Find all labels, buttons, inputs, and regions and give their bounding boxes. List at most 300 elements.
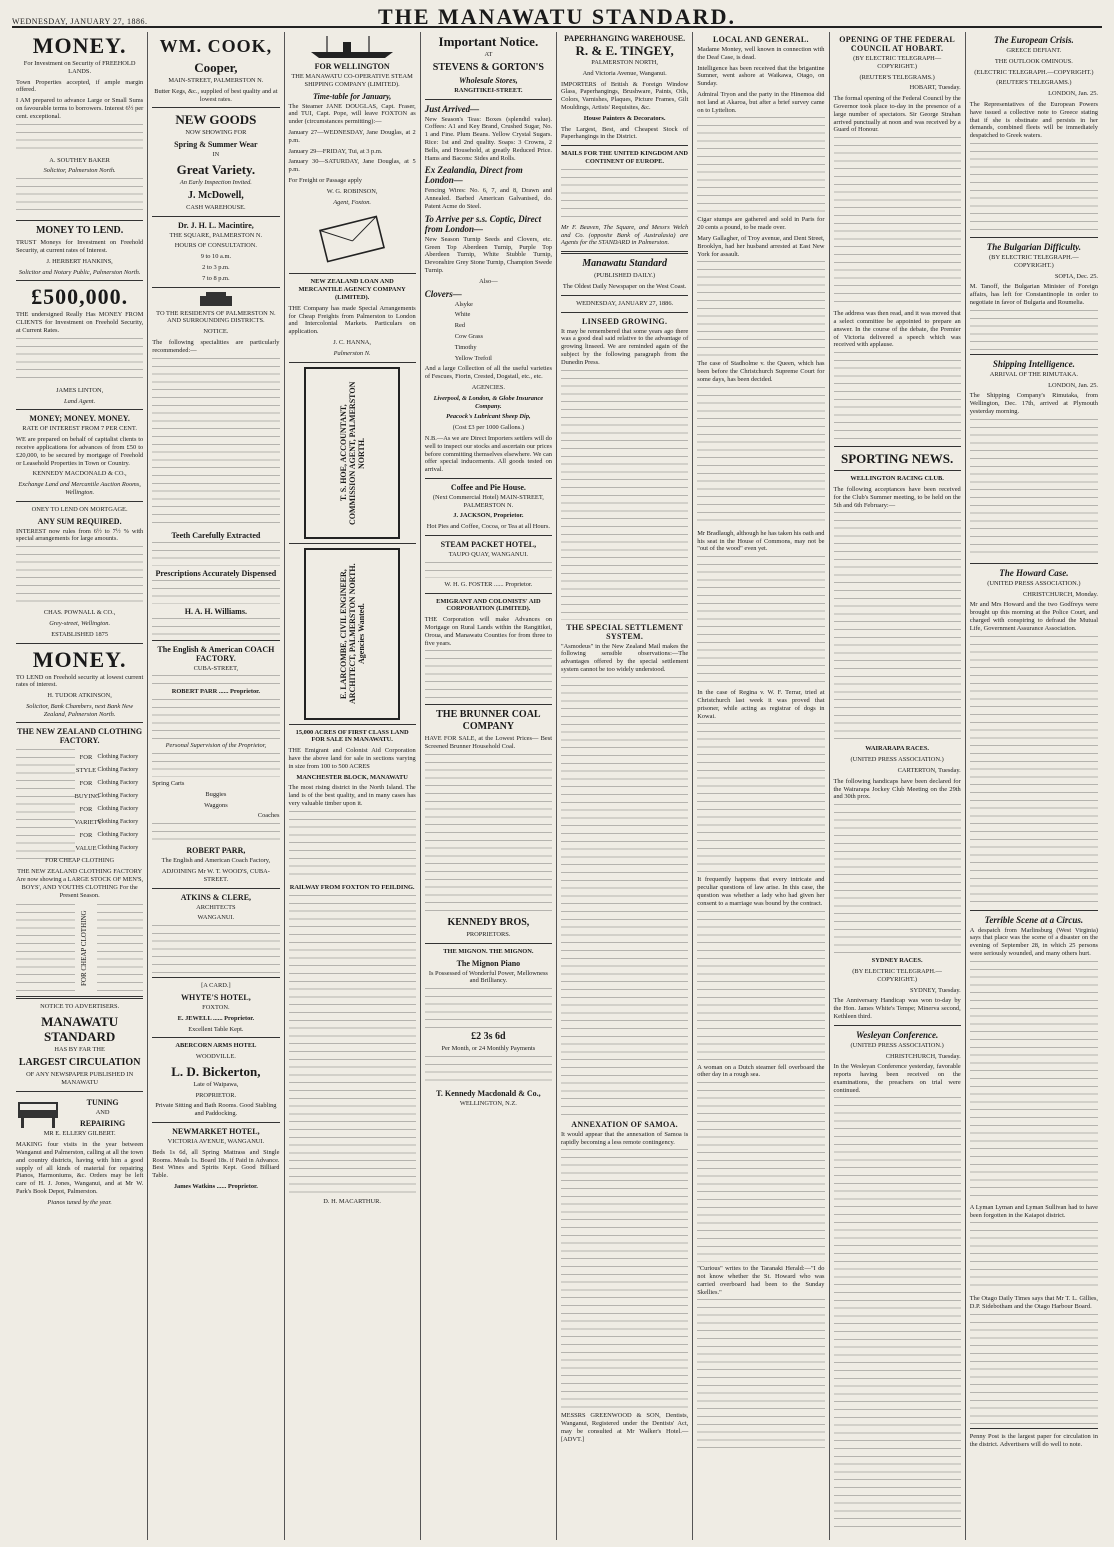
tingey-heading: R. & E. TINGEY, (575, 43, 674, 58)
goods-sub: NOW SHOWING FOR (185, 129, 247, 137)
coach-sub (152, 675, 279, 685)
pownall-role: Grey-street, Wellington. (49, 619, 111, 627)
gilbert-body: MAKING four visits in the year between Wanganui and Palmerston, calling at all the town and country districts, having with him a good supply of all kinds of material for repairing Pianos, Harmoniums, &c. Orders may be left care of H. J. Jones, Wanganui, and at Mr W. Park's Book Depot, Palmerston. (16, 1141, 144, 1196)
divider (970, 237, 1098, 238)
wrc-heading: WELLINGTON RACING CLUB. (850, 475, 944, 483)
interest-body: INTEREST now rules from 6½ to 7½ % with special arrangements for large amounts. (16, 527, 144, 543)
divider (289, 543, 416, 544)
baker-body: I AM prepared to advance Large or Small Sums on favourable terms to borrowers. Interest 6½ per cent. exceptional. (16, 97, 144, 120)
coach-body (152, 699, 279, 739)
divider (425, 478, 552, 479)
annexation-text (561, 1149, 688, 1409)
hours-2: 2 to 3 p.m. (202, 263, 230, 271)
clothing-right-block-2 (97, 904, 143, 994)
jackson-name: J. JACKSON, (453, 512, 492, 520)
annexation-heading: ANNEXATION OF SAMOA. (571, 1119, 678, 1129)
block-heading: MANCHESTER BLOCK, MANAWATU (296, 773, 408, 781)
federal-body: The formal opening of the Federal Council by the Governor took place to-day in the presence of a large number of spectators. Sir George Strahan arrived punctually at noon and was received by a Guard of Honour. (833, 95, 961, 134)
std-oldest: The Oldest Daily Newspaper on the West Coast. (562, 282, 687, 290)
crisis-agency: (REUTER'S TELEGRAMS.) (996, 79, 1072, 87)
emigrant-body: THE Corporation will make Advances on Mortgage on Rural Lands within the Rangitikei, Oroua, and Manawatu Counties for from three to five years. (424, 616, 552, 647)
linseed-body: It may be remembered that some years ago there was a good deal said relative to the advantage of growing linseed. We are reminded again of the subject by the following paragraph from the Dunedin Press. (561, 327, 689, 366)
linton-role: Land Agent. (64, 397, 96, 405)
tingey-address: PALMERSTON NORTH, (591, 59, 658, 66)
goods-in: IN (212, 151, 220, 159)
parr2-name: ROBERT PARR, (186, 846, 246, 856)
column-8 (966, 32, 1102, 1540)
mails-heading: MAILS FOR THE UNITED KINGDOM AND CONTINENT OF EUROPE. (561, 150, 689, 165)
jackson-body: Hot Pies and Coffee, Cocoa, or Tea at all Hours. (426, 523, 550, 531)
circus-body: A despatch from Marlinsburg (West Virginia) says that place was the scene of a disaster on the evening of September 28, in which 25 persons were seriously wounded, and many others hurt. (969, 926, 1098, 957)
divider (425, 535, 552, 536)
clover-1: Alsyke (454, 300, 473, 308)
special-text (561, 677, 688, 1117)
divider (970, 910, 1098, 911)
local-body-1: Madame Montey, well known in connection with the Deaf Case, is dead. (697, 46, 825, 61)
parr2-sub: The English and American Coach Factory, (161, 857, 271, 865)
divider (152, 1037, 279, 1038)
hanna-name: J. C. HANNA, (333, 338, 372, 346)
std-sub: (PUBLISHED DAILY.) (594, 272, 656, 280)
peacock-heading: Peacock's Lubricant Sheep Dip, (446, 413, 531, 421)
divider (152, 888, 279, 889)
mails-note: Mr F. Beaven, The Square, and Messrs Welch and Co. (opposite Bank of Australasia) are Agents for the STANDARD in Palmerston. (561, 223, 689, 247)
wesleyan-text (834, 1097, 961, 1527)
wairarapa-text (834, 804, 961, 954)
watkins-line: James Watkins ...... Proprietor. (173, 1183, 258, 1191)
sailing-2: January 29—FRIDAY, Tui, at 3 p.m. (288, 147, 383, 155)
clothing-left-block (16, 749, 75, 859)
howard-body: Mr and Mrs Howard and the two Godfreys were brought up this morning at the Police Court, and charged with conspiring to defraud the Mutual Life, Government Assurance Association. (969, 601, 1098, 632)
wrc-text (834, 512, 961, 742)
mignon-text (425, 988, 552, 1028)
wellington-heading: FOR WELLINGTON (314, 62, 390, 71)
sydney-sub: (BY ELECTRIC TELEGRAPH.—COPYRIGHT.) (852, 967, 942, 983)
coop-heading: THE MANAWATU CO-OPERATIVE STEAM SHIPPING COMPANY (LIMITED). (291, 73, 413, 88)
lend-body: TO LEND on Freehold security at lowest current rates of interest. (16, 673, 144, 689)
larcombe-stamp (304, 548, 400, 720)
cook-address: MAIN-STREET, PALMERSTON N. (168, 77, 264, 84)
emigrant-text (425, 650, 552, 700)
clothing-words: FOR STYLE FOR BUYING FOR VARIETY FOR VALUE (74, 754, 103, 853)
clothing-list (16, 747, 143, 857)
otago-text (970, 1314, 1098, 1424)
local-heading: LOCAL AND GENERAL. (712, 35, 809, 44)
federal-heading: OPENING OF THE FEDERAL COUNCIL AT HOBART. (839, 35, 955, 53)
mails-table (561, 169, 688, 221)
std-heading: Manawatu Standard (582, 258, 667, 270)
bulgarian-body: M. Tanoff, the Bulgarian Minister of Foreign affairs, has left for Constantinople in order to negotiate in favor of Bulgaria and Roumelia. (969, 283, 1098, 306)
divider (16, 643, 143, 644)
divider (152, 107, 279, 108)
divider (289, 273, 416, 274)
column-7 (830, 32, 966, 1540)
std-date: WEDNESDAY, JANUARY 27, 1886. (576, 299, 674, 307)
block-text (289, 811, 416, 881)
envelope-stamp-icon (317, 209, 387, 269)
goods-season: Spring & Summer Wear (174, 140, 258, 150)
rate-line: RATE OF INTEREST FROM 7 PER CENT. (22, 425, 137, 433)
robinson-name: W. G. ROBINSON, (326, 187, 378, 195)
divider (16, 280, 143, 281)
railway-text (289, 895, 416, 1195)
piano-icon (16, 1096, 62, 1130)
tuning-heading: TUNING (86, 1097, 119, 1107)
trust-body: TRUST Moneys for Investment on Freehold Security, at current rates of Interest. (16, 239, 144, 254)
standard-sub: HAS BY FAR THE (54, 1046, 105, 1054)
crisis-sub-1: GREECE DEFIANT. (1006, 47, 1062, 54)
foster-role: Proprietor. (505, 580, 533, 588)
brunner-heading: THE BRUNNER COAL COMPANY (436, 709, 541, 733)
wrc-body: The following acceptances have been received for the Club's Summer meeting, to be held on the 5th and 6th February:— (833, 485, 961, 509)
column-1 (12, 32, 148, 1540)
manager-name: D. H. MACARTHUR. (323, 1197, 381, 1205)
greenwood-notice: MESSRS GREENWOOD & SON, Dentists, Wanganui, Registered under the Dentists' Act, may be consulted at Mr Walker's Hotel.—[ADVT.] (561, 1412, 689, 1443)
ready-body: THE undersigned Really Has MONEY FROM CLIENTS for Investment on Freehold Security, at Current Rates. (16, 311, 144, 334)
and-connector: AND (95, 1108, 110, 1116)
curious-body: "Curious" writes to the Taranaki Herald:—"I do not know whether the St. Howard who was carried overboard had been to the Sunday Skellies." (697, 1265, 825, 1296)
bradlaugh-body: Mr Bradlaugh, although he has taken his oath and his seat in the House of Commons, may not be "out of the wood" even yet. (697, 529, 825, 553)
mignon-price: £2 3s 6d (471, 1031, 506, 1043)
zealandia-heading: Ex Zealandia, Direct from London— (424, 165, 523, 186)
steel-body: In the case of Regina v. W. F. Terrar, tried at Christchurch last week it was proved that prisoner, while acting as registrar of dogs in Kowai. (697, 689, 825, 720)
divider (561, 251, 688, 254)
column-4 (421, 32, 557, 1540)
tuning-block (16, 1096, 143, 1131)
divider (834, 470, 961, 471)
goods-variety: Great Variety. (176, 161, 256, 177)
block-body: The most rising district in the North Island. The land is of the best quality, and in many cases has very valuable timber upon it. (288, 784, 416, 807)
clothing-vertical-text: FOR CHEAP CLOTHING (79, 910, 88, 987)
crisis-dateline: LONDON, Jan. 25. (1048, 90, 1098, 98)
shipping-body: The Shipping Company's Rimutaka, from Wellington, Dec. 17th, arrived at Plymouth yesterday morning. (969, 392, 1098, 415)
federal-text (834, 137, 961, 307)
divider (152, 216, 279, 217)
tingey-body: IMPORTERS of British & Foreign Window Glass, Paperhangings, Brushware, Paints, Oils, Colors, Varnishes, Plaques, Picture Frames, Gilt Mouldings, Artists' Requisites, &c. (561, 80, 689, 111)
sydney-dateline: SYDNEY, Tuesday. (909, 986, 961, 994)
vehicle-3: Waggons (204, 801, 228, 809)
money-subheading: For Investment on Security of FREEHOLD LANDS. (23, 60, 136, 75)
coffee-heading: Coffee and Pie House. (450, 482, 526, 492)
packet-heading: STEAM PACKET HOTEL, (440, 540, 537, 550)
shipping-dateline: LONDON, Jan. 25. (1048, 381, 1098, 389)
williams-name: H. A. H. Williams. (184, 606, 247, 616)
williams-to: TO THE RESIDENTS OF PALMERSTON N. AND SURROUNDING DISTRICTS. (156, 309, 276, 325)
newspaper-title: THE MANAWATU STANDARD. (378, 4, 736, 29)
column-2 (148, 32, 284, 1540)
stores-heading: Wholesale Stores, (459, 75, 518, 85)
robinson-role: Agent, Foxton. (333, 198, 372, 206)
foster-line: W. H. G. FOSTER ...... Proprietor. (444, 580, 533, 588)
seeds-body: New Season Turnip Seeds and Clovers, etc. Green Top Aberdeen Turnip, Purple Top Aberdeen Turnip, White Stubble Turnip, Devonshire Grey Stone Turnip, Champion Swede Turnip. (424, 235, 552, 274)
wesleyan-sub: (UNITED PRESS ASSOCIATION.) (850, 1041, 944, 1049)
agencies-body: Liverpool, & London, & Globe Insurance Company. (433, 394, 544, 410)
bickerton-name: L. D. Bickerton, (171, 1063, 261, 1079)
sailing-1: January 27—WEDNESDAY, Jane Douglas, at 2 p.m. (288, 128, 416, 144)
cigar-body: Cigar stumps are gathered and sold in Paris for 20 cents a pound, to be made over. (697, 216, 825, 232)
linton-name: JAMES LINTON, (56, 386, 104, 394)
williams-ps (152, 618, 279, 636)
divider (16, 1091, 143, 1092)
macintire-name: Dr. J. H. L. Macintire, (177, 220, 254, 230)
special-body: "Asmodeus" in the New Zealand Mail makes the following sensible observations:—The advantages offered by the special settlement system cannot be too widely understood. (561, 642, 689, 673)
shipping-heading: Shipping Intelligence. (992, 358, 1075, 369)
mortar-icon (186, 292, 246, 308)
whyte-address: FOXTON. (202, 1003, 230, 1011)
parr-name: ROBERT PARR (171, 688, 218, 696)
federal-sub: (BY ELECTRIC TELEGRAPH—COPYRIGHT.) (853, 55, 942, 70)
divider (152, 287, 279, 288)
baker-note (16, 178, 143, 216)
macdonald-name: T. Kennedy Macdonald & Co., (436, 1089, 541, 1099)
emigrant-heading: EMIGRANT AND COLONISTS' AID CORPORATION (LIMITED). (436, 597, 541, 613)
baker-name: A. SOUTHEY BAKER (49, 156, 110, 164)
divider (16, 220, 143, 221)
lend-heading: MONEY TO LEND. (35, 225, 124, 237)
divider (152, 640, 279, 641)
coach-body-2 (152, 753, 279, 777)
divider (561, 295, 688, 296)
federal-body-2: The address was then read, and it was moved that a select committee be appointed to prepare an answer. In the course of the debate, the Premier of Victoria delivered a speech which was received with applause. (833, 310, 961, 349)
special-heading: THE SPECIAL SETTLEMENT SYSTEM. (566, 622, 684, 641)
steamer-body: The Steamer JANE DOUGLAS, Capt. Fraser, and TUI, Capt. Pope, will leave FOXTON as under (circumstances permitting):— (288, 102, 416, 126)
divider (16, 996, 143, 999)
atkins-heading: ATKINS & CLERE, (180, 892, 252, 902)
wesleyan-body: In the Wesleyan Conference yesterday, favorable reports having been received on the examinations, the preachers on trial were continued. (833, 1063, 961, 1094)
divider (834, 446, 961, 447)
masthead (12, 4, 1102, 28)
column-6 (693, 32, 829, 1540)
acres-heading: 15,000 ACRES OF FIRST CLASS LAND FOR SALE IN MANAWATU. (295, 728, 409, 744)
larcombe-stamp-text: E. LARCOMBE, CIVIL ENGINEER, ARCHITECT, PALMERSTON NORTH. Agencies Wanted. (338, 563, 366, 704)
loan-heading: NEW ZEALAND LOAN AND MERCANTILE AGENCY COMPANY (LIMITED). (298, 278, 406, 301)
divider (425, 593, 552, 594)
important-heading: Important Notice. (438, 34, 539, 49)
atkins-address: WANGANUI. (197, 914, 235, 922)
wesleyan-dateline: CHRISTCHURCH, Tuesday. (885, 1052, 961, 1060)
bottom-body: Penny Post is the largest paper for circulation in the district. Advertisers will do well to note. (969, 1432, 1098, 1448)
newmarket-heading: NEWMARKET HOTEL, (172, 1127, 260, 1137)
divider (970, 1428, 1098, 1429)
columns (12, 32, 1102, 1540)
williams-list (152, 358, 279, 528)
macdonald-address: WELLINGTON, N.Z. (459, 1100, 517, 1108)
clover-4: Cow Grass (454, 332, 483, 340)
circulation-sub: OF ANY NEWSPAPER PUBLISHED IN MANAWATU (26, 1071, 134, 1086)
baker-role: Solicitor, Palmerston North. (43, 167, 116, 175)
divider (16, 409, 143, 410)
parr-line: ROBERT PARR ...... Proprietor. (171, 688, 261, 696)
pownall-name: CHAS. POWNALL & CO., (43, 609, 116, 617)
clothing-list-2 (16, 902, 143, 992)
bulgarian-dateline: SOFIA, Dec. 25. (1054, 272, 1098, 280)
circus-heading: Terrible Scene at a Circus. (984, 914, 1084, 925)
hankins-role: Solicitor and Notary Public, Palmerston North. (18, 268, 141, 276)
also-line: Also— (479, 277, 498, 285)
crisis-heading: The European Crisis. (993, 35, 1074, 45)
decorators-line: House Painters & Decorators. (583, 114, 666, 122)
mcdowell-role: CASH WAREHOUSE. (186, 203, 246, 211)
jewell-role: Proprietor. (224, 1014, 255, 1022)
jewell-name: E. JEWELL (177, 1014, 212, 1022)
agencies-heading: AGENCIES. (471, 383, 505, 391)
tingey-address-2: And Victoria Avenue, Wanganui. (582, 69, 667, 77)
circulation-heading: LARGEST CIRCULATION (18, 1057, 141, 1069)
clothing-tail: FOR CHEAP CLOTHING (45, 857, 115, 865)
hoe-stamp (304, 367, 400, 539)
bickerton-late: Late of Waipawa, (193, 1080, 239, 1088)
crisis-telegraph: (ELECTRIC TELEGRAPH.—COPYRIGHT.) (974, 68, 1094, 76)
clothing-left-block-2 (16, 904, 75, 994)
hours-1: 9 to 10 a.m. (200, 253, 232, 261)
local-text-7 (697, 1082, 824, 1262)
coffee-address: (Next Commercial Hotel) MAIN-STREET, PALMERSTON N. (432, 493, 544, 509)
mortgage-heading: ONEY TO LEND ON MORTGAGE. (31, 505, 128, 513)
cook-sub: Cooper, (194, 60, 238, 75)
rate-body: WE are prepared on behalf of capitalist clients to receive applications for advances of from £50 to £20,000, to be secured by mortgage of Freehold or Leasehold Properties in Town or Country. (16, 436, 144, 467)
goods-heading: NEW GOODS (175, 112, 257, 128)
federal-agency: (REUTER'S TELEGRAMS.) (859, 73, 935, 81)
atkins-body (152, 925, 279, 973)
mignon-sub: The Mignon Piano (456, 958, 521, 968)
kennedy-role: PROPRIETORS. (466, 931, 511, 939)
atkins-sub: ARCHITECTS (196, 903, 236, 911)
parr2-address: ADJOINING Mr W. T. WOOD'S, CUBA-STREET. (161, 867, 270, 883)
repairing-heading: REPAIRING (80, 1119, 126, 1129)
mignon-body: Is Possessed of Wonderful Power, Mellowness and Brilliancy. (428, 969, 548, 985)
pianos-line: Pianos tuned by the year. (47, 1198, 112, 1206)
local-body-3: Admiral Tryon and the party in the Hinemoa did not land at Akaroa, but after a brief survey came on to Lyttelton. (697, 90, 825, 114)
prescriptions-text (152, 580, 279, 604)
peacock-price: (Cost £3 per 1000 Gallons.) (452, 424, 524, 432)
bulgarian-text (970, 310, 1098, 350)
crisis-text (970, 143, 1098, 233)
watkins-name: James Watkins (173, 1183, 216, 1191)
local-text-8 (697, 1299, 824, 1449)
established-line: ESTABLISHED 1875 (51, 630, 109, 638)
lyman-body: A Lyman Lyman and Lyman Sullivan had to have been forgotten in the Kaiapoi district. (969, 1203, 1098, 1219)
required-heading: ANY SUM REQUIRED. (37, 516, 122, 526)
brunner-text (425, 754, 552, 914)
timetable-heading: Time-table for January, (312, 91, 392, 101)
lyman-text (970, 1222, 1098, 1292)
at-word: AT (484, 51, 493, 58)
watkins-role: Proprietor. (227, 1183, 258, 1191)
local-text-5 (697, 723, 824, 873)
cook-line: Butter Kegs, &c., supplied of best quality and at lowest rates. (154, 87, 278, 103)
hanna-role: Palmerston N. (333, 349, 371, 357)
mignon-terms: Per Month, or 24 Monthly Payments (441, 1045, 536, 1053)
shipping-text (970, 419, 1098, 559)
divider (834, 1025, 961, 1026)
money-heading: MONEY. (32, 33, 127, 58)
foster-name: W. H. G. FOSTER (444, 580, 493, 588)
howard-sub: (UNITED PRESS ASSOCIATION.) (987, 579, 1081, 587)
sydney-heading: SYDNEY RACES. (871, 957, 923, 965)
atkinson-role: Solicitor, Bank Chambers, next Bank New Zealand, Palmerston North. (26, 702, 134, 718)
issue-date: WEDNESDAY, JANUARY 27, 1886. (12, 17, 148, 26)
shipping-sub: ARRIVAL OF THE RIMUTAKA. (989, 370, 1078, 378)
local-text-2 (697, 261, 824, 357)
paper-heading: PAPERHANGING WAREHOUSE. (564, 34, 686, 43)
fencing-body: Fencing Wires: No. 6, 7, and 8, Drawn and Annealed. Barbed American Galvanised, do. Patent Acme do Steel. (424, 187, 552, 210)
acres-body: THE Emigrant and Colonist Aid Corporation have the above land for sale in sections varying in size from 100 to 500 ACRES (288, 747, 416, 770)
mcdowell-name: J. McDowell, (187, 189, 244, 201)
coach-address: CUBA-STREET, (193, 664, 239, 672)
hours-heading: HOURS OF CONSULTATION. (174, 242, 257, 250)
newmarket-address: VICTORIA AVENUE, WANGANUI. (167, 1138, 265, 1146)
local-body-2: Intelligence has been received that the brigantine Sumner, went ashore at Waikawa, Otago, on Sunday. (697, 64, 825, 88)
circus-text (970, 961, 1098, 1201)
column-3 (285, 32, 421, 1540)
local-text-6 (697, 911, 824, 1061)
jackson-role: Proprietor. (493, 512, 524, 520)
vehicle-4: Coaches (257, 812, 280, 820)
divider (970, 563, 1098, 564)
williams-notice: NOTICE. (203, 328, 229, 336)
coach-body-3 (152, 823, 279, 843)
mignon-heading: THE MIGNON. THE MIGNON. (443, 947, 534, 955)
coach-heading: The English & American COACH FACTORY. (157, 644, 275, 663)
hours-3: 7 to 8 p.m. (202, 274, 230, 282)
factory-body: THE NEW ZEALAND CLOTHING FACTORY Are now showing a LARGE STOCK OF MEN'S, BOYS', AND YOUTHS CLOTHING For the Present Season. (16, 868, 144, 899)
divider (425, 704, 552, 705)
divider (425, 99, 552, 100)
federal-text-2 (834, 352, 961, 442)
bickerton-role: PROPRIETOR. (195, 1091, 237, 1099)
teeth-text (152, 542, 279, 566)
brunner-body: HAVE FOR SALE, at the Lowest Prices— Best Screened Brunner Household Coal. (424, 735, 552, 751)
sydney-body: The Anniversary Handicap was won to-day by the Hon. James White's Tempe; Minerva second, Kethleen third. (833, 997, 961, 1020)
wairarapa-sub: (UNITED PRESS ASSOCIATION.) (850, 756, 944, 764)
kennedy-role: Exchange Land and Mercantile Auction Rooms, Wellington. (18, 481, 141, 496)
clovers-heading: Clovers— (424, 288, 462, 299)
prescriptions-heading: Prescriptions Accurately Dispensed (155, 568, 277, 578)
divider (289, 724, 416, 725)
loan-body: THE Company has made Special Arrangements for Cheap Freights from Palmerston to London and Intercolonial Markets. Particulars on application. (288, 304, 416, 336)
clover-3: Red (454, 322, 466, 330)
notice-heading: NOTICE TO ADVERTISERS. (40, 1003, 120, 1011)
newmarket-body: Beds 1s 6d, all Spring Mattrass and Single Rooms. Meals 1s. Board 18s. if Paid in Advance. Best Wines and Spirits Kept. Good Billiard Table. (152, 1148, 280, 1180)
howard-dateline: CHRISTCHURCH, Monday. (1022, 590, 1098, 598)
goods-invite: An Early Inspection Invited. (179, 178, 252, 186)
steamship-icon (307, 34, 397, 60)
crisis-body: The Representatives of the European Powers have issued a collective note to Greece stating that if she is obstinate and persists in her demands, combined fleets will be immediately despatched to Greek waters. (969, 100, 1098, 140)
divider (16, 722, 143, 723)
divider (425, 943, 552, 944)
howard-heading: The Howard Case. (999, 567, 1069, 578)
divider (16, 501, 143, 502)
kennedy-heading: KENNEDY BROS, (447, 917, 530, 929)
arrived-heading: Just Arrived— (424, 103, 480, 114)
freight-line: For Freight or Passage apply (288, 176, 362, 184)
nb-body: N.B.—As we are Direct Importers settlers will do well to inspect our stocks and ascertain our prices before committing themselves elsewhere. We can offer special inducements. All goods tested on arrival. (424, 434, 552, 474)
baker-text-block (16, 124, 143, 154)
howard-text (970, 636, 1098, 906)
clover-2: White (454, 311, 471, 319)
bulgarian-heading: The Bulgarian Difficulty. (986, 241, 1081, 252)
sporting-heading: SPORTING NEWS. (841, 451, 954, 467)
kennedy-name: KENNEDY MACDONALD & CO., (32, 470, 127, 478)
money4-heading: MONEY. (32, 646, 127, 672)
jewell-line: E. JEWELL ...... Proprietor. (177, 1014, 255, 1022)
hoe-stamp-text: T. S. HOE, ACCOUNTANT, COMMISSION AGENT, PALMERSTON NORTH. (338, 380, 366, 525)
column-5 (557, 32, 693, 1540)
linseed-text (561, 370, 688, 620)
largest-body: The Largest, Best, and Cheapest Stock of Paperhangings in the District. (561, 125, 689, 141)
divider (152, 977, 279, 978)
vehicle-2: Buggies (205, 790, 227, 798)
